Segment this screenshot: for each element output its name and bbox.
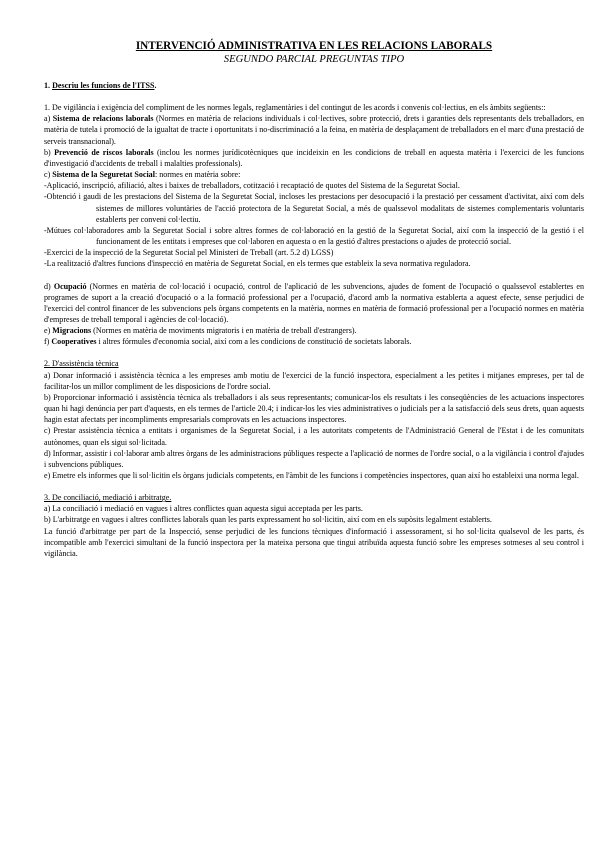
section-2-item: d) Informar, assistir i col·laborar amb altres òrgans de les administracions públiques respecte a l'aplicació de normes de l'ordre social, o a la vigilància i control d'ajudes i subvencions públiques. bbox=[44, 448, 584, 469]
document-title: INTERVENCIÓ ADMINISTRATIVA EN LES RELACIONS LABORALS bbox=[135, 40, 493, 52]
item-f bbox=[44, 336, 584, 347]
item-c-sub: -La realització d'altres funcions d'inspecció en matèria de Seguretat Social, en els termes que estableix la seva normativa reguladora. bbox=[44, 259, 471, 269]
item-f-head: Cooperatives bbox=[51, 337, 97, 347]
item-e-head: Migracions bbox=[52, 326, 92, 336]
section-1-intro: 1. De vigilància i exigència del compliment de les normes legals, reglamentàries i del contingut de les acords i convenis col·lectius, en els àmbits següents:: bbox=[44, 103, 546, 113]
item-c-label: c) bbox=[44, 170, 51, 180]
question-title: Descriu les funcions de l'ITSS bbox=[52, 81, 155, 90]
item-c bbox=[44, 169, 584, 180]
item-a bbox=[44, 113, 584, 146]
item-a-head: Sistema de relacions laborals bbox=[52, 114, 154, 124]
item-a-label: a) bbox=[44, 114, 51, 124]
section-2-item: b) Proporcionar informació i assistència tècnica als treballadors i als seus representants; comunicar-los els resultats i les conseqüències de les actuacions inspectores quan hi hagi denúncia per part d'aquests, en els termes de l'article 20.4; i indicar-los les vies administratives o judicials per a la satisfacció dels seus drets, quan aquests hagin estat afectats per incompliments empresarials comprovats en les actuacions inspectores. bbox=[44, 392, 584, 425]
item-d-text: (Normes en matèria de col·locació i ocupació, control de l'aplicació de les subvencions, ajudes de foment de l'ocupació o qualssevol establertes en programes de suport a la creació d'ocupació o a la formació professional per a l'ocupació, d'acord amb la normativa establerta a aquest efecte, sense perjudici de l'exercici del control financer de les subvencions pels òrgans competents en la matèria, normes en matèria de formació professional per a l'ocupació normes en matèria d'empreses de treball temporal i agències de col·locació). bbox=[44, 281, 585, 324]
question-1-heading: 1. Descriu les funcions de l'ITSS. bbox=[44, 81, 157, 90]
item-d bbox=[44, 281, 584, 326]
item-e bbox=[44, 325, 584, 336]
section-3-title: 3. De conciliació, mediació i arbitratge. bbox=[44, 493, 172, 503]
section-2-item: c) Prestar assistència tècnica a entitats i organismes de la Seguretat Social, i a les autoritats competents de l'Administració General de l'Estat i de les comunitats autònomes, quan els sigui sol·licitada. bbox=[44, 426, 584, 447]
section-2-item: e) Emetre els informes que li sol·licitin els òrgans judicials competents, en l'àmbit de les funcions i competències inspectores, quan així ho estableixi una norma legal. bbox=[44, 471, 579, 480]
item-a-text: (Normes en matèria de relacions individuals i col·lectives, sobre protecció, drets i garanties dels representants dels treballadors, en matèria de tutela i promoció de la igualtat de tracte i oportunitats i no-discriminació a la feina, en matèria de desplaçament de treballadors en el marc d'una prestació de serveis transnacional). bbox=[44, 114, 584, 146]
item-b-text: (inclou les normes jurídicotècniques que incideixin en les condicions de treball en aquesta matèria i l'exercici de les funcions d'investigació d'accidents de treball i malalties professionals). bbox=[44, 147, 584, 168]
document-subtitle: SEGUNDO PARCIAL PREGUNTAS TIPO bbox=[223, 54, 405, 65]
item-f-text: i altres fórmules d'economia social, així com a les condicions de constitució de societats laborals. bbox=[96, 337, 412, 347]
item-f-label: f) bbox=[44, 337, 50, 347]
section-3-item: a) La conciliació i mediació en vagues i altres conflictes quan aquesta sigui acceptada per les parts. bbox=[44, 504, 363, 514]
item-b-label: b) bbox=[44, 147, 51, 157]
section-2-title: 2. D'assistència tècnica bbox=[44, 359, 119, 369]
item-b bbox=[44, 147, 584, 169]
item-c-head: Sistema de la Seguretat Social bbox=[52, 170, 155, 180]
item-c-sub: -Aplicació, inscripció, afiliació, altes i baixes de treballadors, cotització i recaptació de quotes del Sistema de la Seguretat Social. bbox=[44, 181, 460, 191]
item-b-head: Prevenció de riscos laborals bbox=[54, 147, 154, 157]
section-3-item: b) L'arbitratge en vagues i altres conflictes laborals quan les parts expressament ho sol·licitin, així com en els supòsits legalment establerts. bbox=[44, 515, 492, 525]
section-2-item: a) Donar informació i assistència tècnica a les empreses amb motiu de l'exercici de la funció inspectora, especialment a les petites i mitjanes empreses, per tal de facilitar-los un millor compliment de les disposicions de l'ordre social. bbox=[44, 370, 584, 391]
section-3-item: La funció d'arbitratge per part de la Inspecció, sense perjudici de les funcions tècniques d'informació i assessorament, si ho sol·licita qualsevol de les parts, és incompatible amb l'exercici simultani de la funció inspectora per la mateixa persona que tingui atribuïda aquesta funció sobre les empreses sotmeses al seu control i vigilància. bbox=[44, 526, 584, 558]
item-d-label: d) bbox=[44, 281, 51, 291]
item-c-text: : normes en matèria sobre: bbox=[154, 170, 241, 180]
item-c-sub: -Obtenció i gaudi de les prestacions del Sistema de la Seguretat Social, incloses les prestacions per desocupació i la prestació per cessament d'activitat, així com dels sistemes de millores voluntàries de l'acció protectora de la Seguretat Social, a més de qualssevol modalitats de sistemes complementaris voluntaris establerts per conveni col·lectiu. bbox=[44, 192, 584, 224]
item-d-head: Ocupació bbox=[53, 281, 87, 291]
question-number: 1 bbox=[44, 81, 49, 90]
item-e-label: e) bbox=[44, 326, 51, 336]
item-c-sub: -Exercici de la inspecció de la Seguretat Social pel Ministeri de Treball (art. 5.2 d) LGSS) bbox=[44, 248, 334, 258]
item-e-text: (Normes en matèria de moviments migratoris i en matèria de treball d'estrangers). bbox=[91, 326, 357, 336]
item-c-sub: -Mútues col·laboradores amb la Seguretat Social i sobre altres formes de col·laboració en la gestió de la Seguretat Social, així com la inspecció de la gestió i el funcionament de les entitats i empreses que col·laboren en aquesta o en la gestió d'altres prestacions o ajudes de protecció social. bbox=[44, 225, 584, 247]
